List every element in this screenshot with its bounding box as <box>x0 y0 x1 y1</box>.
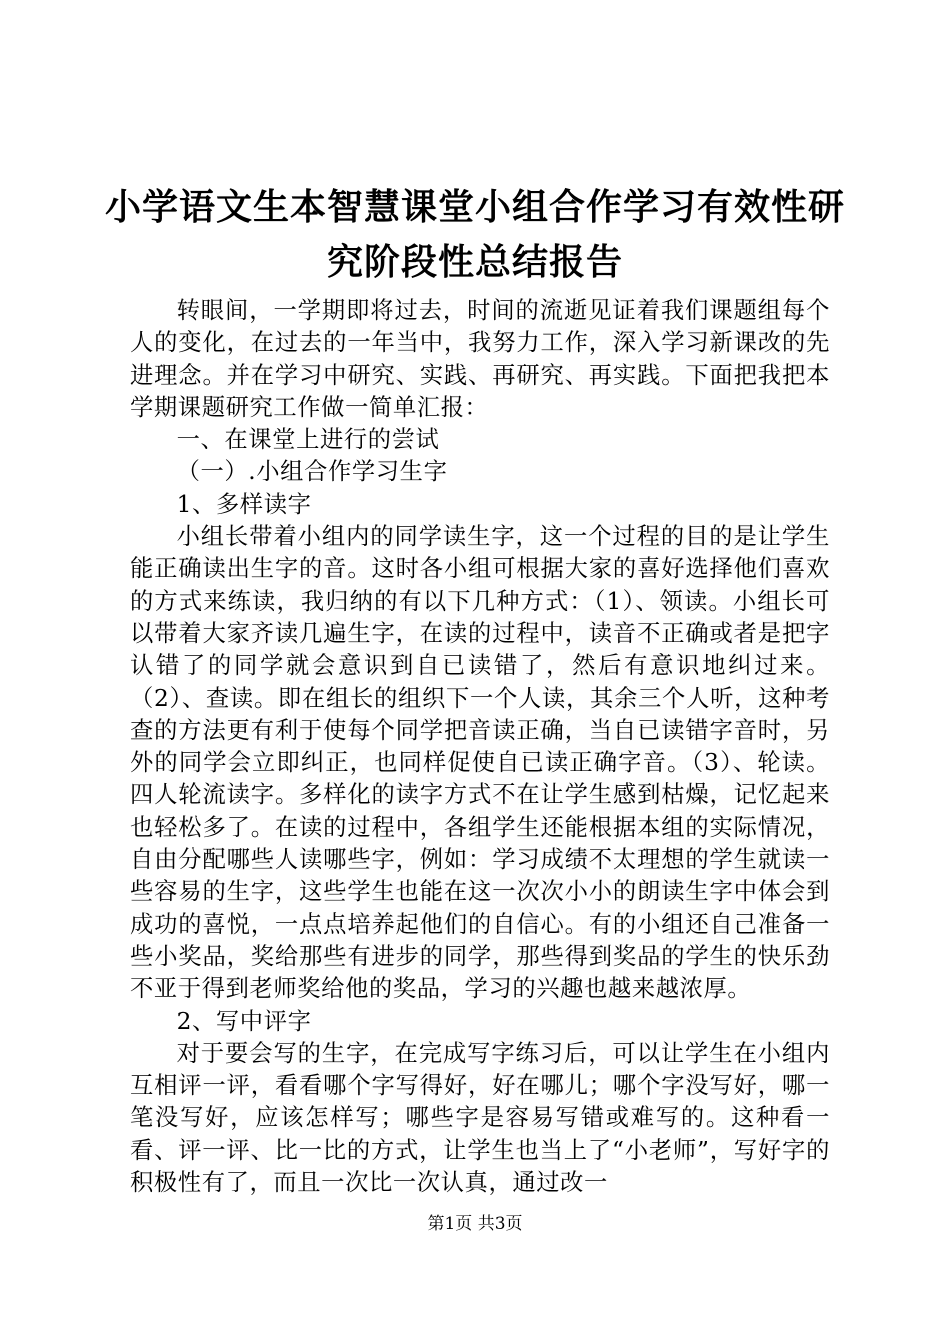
item-heading-2: 2、写中评字 <box>176 1007 312 1035</box>
document-title-line-2: 究阶段性总结报告 <box>326 242 623 283</box>
page-footer: 第1页 共3页 <box>427 1214 523 1234</box>
document-title-line-1: 小学语文生本智慧课堂小组合作学习有效性研 <box>104 187 845 228</box>
body-paragraph: 小组长带着小组内的同学读生字，这一个过程的目的是让学生能正确读出生字的音。这时各小组可根据大家的喜好选择他们喜欢的方式来练读，我归纳的有以下几种方式：（1）、领读。小组长可以带着大家齐读几遍生字，在读的过程中，读音不正确或者是把字认错了的同学就会意识到自已读错了，然后有意识地纠过来。（2）、查读。即在组长的组织下一个人读，其余三个人听，这种考查的方法更有利于使每个同学把音读正确，当自已读错字音时，另外的同学会立即纠正，也同样促使自已读正确字音。（3）、轮读。四人轮流读字。多样化的读字方式不在让学生感到枯燥，记忆起来也轻松多了。在读的过程中，各组学生还能根据本组的实际情况，自由分配哪些人读哪些字，例如：学习成绩不太理想的学生就读一些容易的生字，这些学生也能在这一次次小小的朗读生字中体会到成功的喜悦，一点点培养起他们的自信心。有的小组还自己准备一些小奖品，奖给那些有进步的同学，那些得到奖品的学生的快乐劲不亚于得到老师奖给他的奖品，学习的兴趣也越来越浓厚。 <box>130 523 830 1003</box>
item-heading-1: 1、多样读字 <box>176 490 312 518</box>
subsection-heading-1: （一）.小组合作学习生字 <box>176 458 448 486</box>
body-paragraph: 对于要会写的生字，在完成写字练习后，可以让学生在小组内互相评一评，看看哪个字写得好，好在哪儿；哪个字没写好，哪一笔没写好，应该怎样写；哪些字是容易写错或难写的。这种看一看、评一评、比一比的方式，让学生也当上了“小老师”，写好字的积极性有了，而且一次比一次认真，通过改一 <box>130 1039 830 1197</box>
intro-paragraph: 转眼间，一学期即将过去，时间的流逝见证着我们课题组每个人的变化，在过去的一年当中，我努力工作，深入学习新课改的先进理念。并在学习中研究、实践、再研究、再实践。下面把我把本学期课题研究工作做一简单汇报： <box>130 297 830 421</box>
document-body <box>130 295 830 1199</box>
section-heading-1: 一、在课堂上进行的尝试 <box>176 426 440 454</box>
